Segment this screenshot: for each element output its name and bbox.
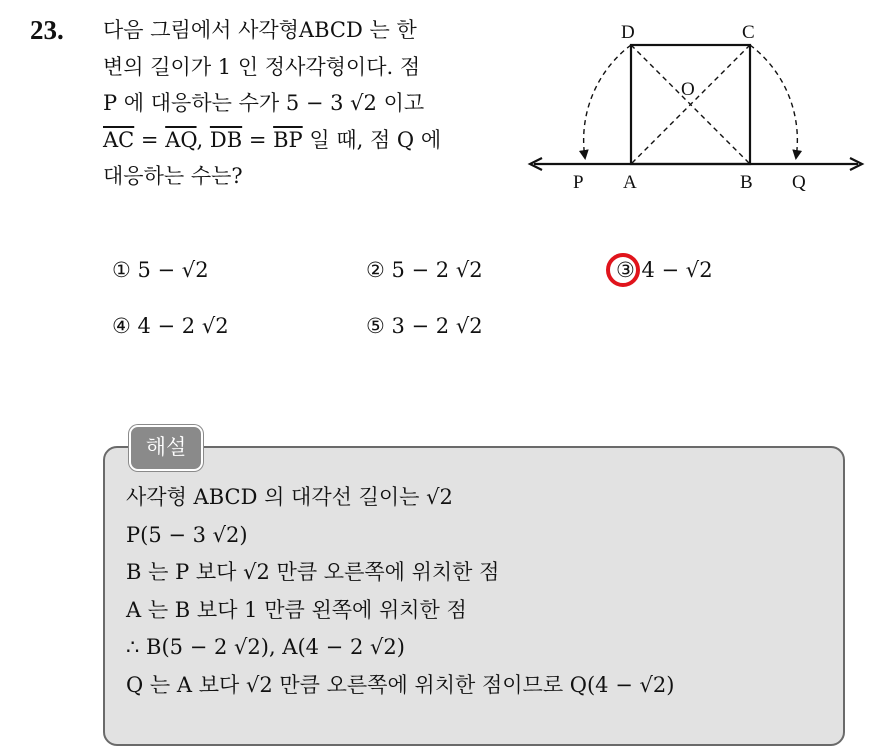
- label-b: B: [740, 172, 753, 193]
- condition-tail: 일 때, 점 Q 에: [302, 127, 442, 152]
- solution-line: P(5 − 3 √2): [126, 522, 248, 547]
- solution-line: A 는 B 보다 1 만큼 왼쪽에 위치한 점: [126, 597, 467, 622]
- question-condition-line: [103, 122, 523, 159]
- equals-sign: =: [134, 127, 166, 152]
- segment-aq: $\overline{AQ}$: [165, 127, 197, 152]
- label-a: A: [623, 172, 637, 193]
- comma: ,: [196, 127, 210, 152]
- choice-1[interactable]: ① 5 − √2: [112, 258, 209, 282]
- solution-line: B 는 P 보다 √2 만큼 오른쪽에 위치한 점: [126, 560, 500, 584]
- question-line: P 에 대응하는 수가 5 − 3 √2 이고: [103, 91, 425, 115]
- segment-db: $\overline{DB}$: [209, 127, 243, 152]
- diagonal-ca: [631, 45, 750, 164]
- solution-text: [126, 479, 826, 704]
- label-d: D: [621, 22, 635, 43]
- label-c: C: [742, 22, 755, 43]
- solution-line: ∴ B(5 − 2 √2), A(4 − 2 √2): [126, 635, 405, 659]
- choice-2[interactable]: ② 5 − 2 √2: [366, 258, 483, 282]
- solution-line: 사각형 ABCD 의 대각선 길이는 √2: [126, 485, 453, 509]
- question-line: 변의 길이가 1 인 정사각형이다. 점: [103, 54, 421, 79]
- equals-sign: =: [242, 127, 274, 152]
- arc-c-to-q: [750, 45, 797, 158]
- solution-tag: 해설: [129, 425, 203, 471]
- choice-3[interactable]: ③ 4 − √2: [616, 258, 713, 282]
- selected-answer-circle-icon: [606, 253, 640, 287]
- choice-5[interactable]: ⑤ 3 − 2 √2: [366, 314, 483, 338]
- label-p: P: [573, 172, 584, 193]
- arc-d-to-p: [584, 45, 631, 158]
- segment-bp: $\overline{BP}$: [273, 127, 303, 152]
- number-line-figure: [528, 18, 863, 198]
- label-q: Q: [792, 172, 806, 193]
- choice-4[interactable]: ④ 4 − 2 √2: [112, 314, 229, 338]
- solution-line: Q 는 A 보다 √2 만큼 오른쪽에 위치한 점이므로 Q(4 − √2): [126, 672, 675, 697]
- segment-ac: $\overline{AC}$: [103, 127, 135, 152]
- label-o: O: [681, 79, 695, 100]
- question-text: [103, 12, 523, 195]
- question-number: 23.: [30, 15, 64, 45]
- question-line: 다음 그림에서 사각형ABCD 는 한: [103, 18, 417, 42]
- question-line: 대응하는 수는?: [103, 164, 243, 188]
